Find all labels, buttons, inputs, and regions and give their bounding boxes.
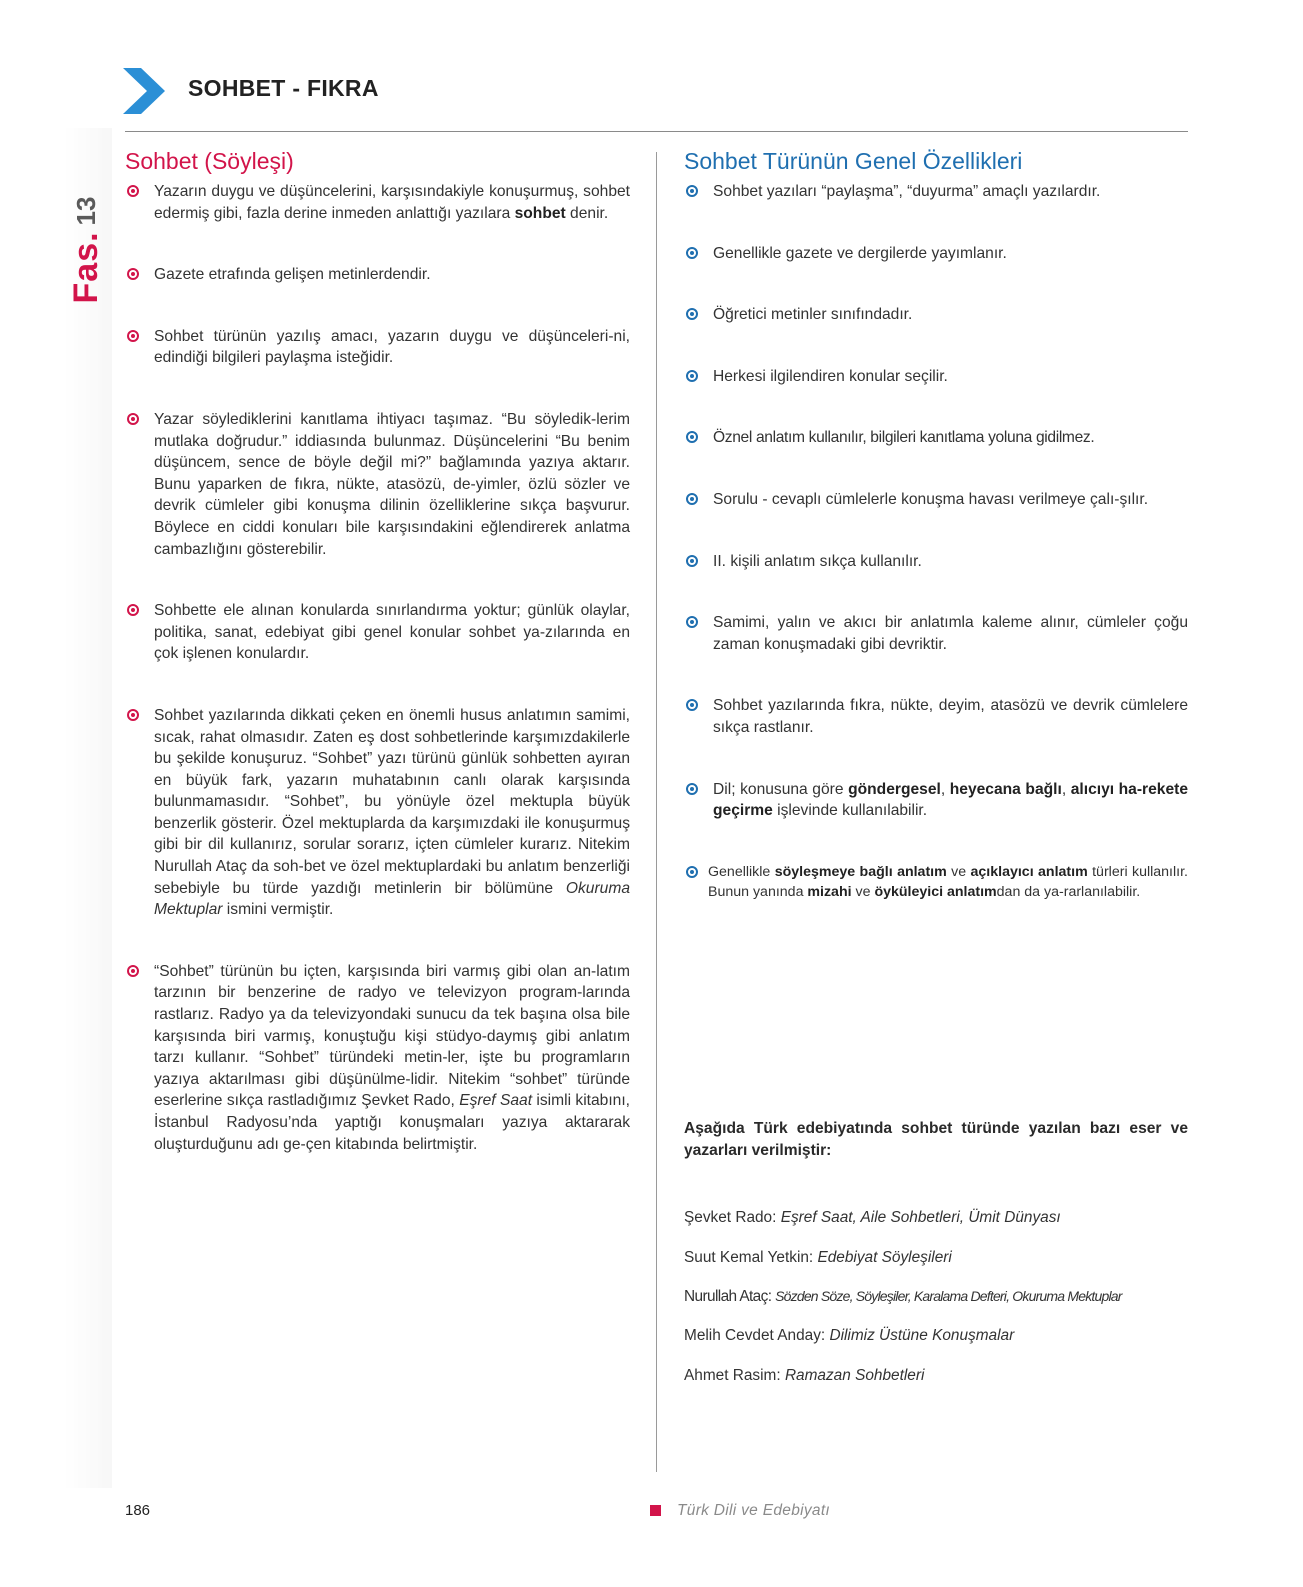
list-item bbox=[125, 961, 630, 1155]
list-item bbox=[684, 779, 1188, 822]
target-bullet-icon bbox=[686, 308, 698, 320]
list-item bbox=[684, 304, 1188, 326]
list-item bbox=[684, 366, 1188, 388]
list-item bbox=[684, 862, 1188, 903]
square-icon bbox=[650, 1505, 661, 1516]
left-column bbox=[125, 148, 630, 1155]
list-item bbox=[125, 705, 630, 921]
bullet-text: Herkesi ilgilendiren konular seçilir. bbox=[713, 367, 948, 385]
target-bullet-icon bbox=[686, 616, 698, 628]
book-title: Türk Dili ve Edebiyatı bbox=[677, 1502, 831, 1519]
target-bullet-icon bbox=[686, 185, 698, 197]
work-line: Şevket Rado: Eşref Saat, Aile Sohbetleri, Ümit Dünyası bbox=[684, 1209, 1061, 1226]
list-item bbox=[125, 600, 630, 665]
bullet-text: Yazarın duygu ve düşüncelerini, karşısındakiyle konuşurmuş, sohbet edermiş gibi, fazla derine inmeden anlattığı yazılara sohbet denir. bbox=[154, 183, 630, 222]
works-intro: Aşağıda Türk edebiyatında sohbet türünde yazılan bazı eser ve yazarları verilmiştir: bbox=[684, 1120, 1188, 1159]
bullet-text: Genellikle söyleşmeye bağlı anlatım ve açıklayıcı anlatım türleri kullanılır. Bunun yanında mizahi ve öyküleyici anlatımdan da ya-rarlanılabilir. bbox=[708, 863, 1188, 901]
bullet-text: Sorulu - cevaplı cümlelerle konuşma havası verilmeye çalı-şılır. bbox=[713, 490, 1149, 508]
bullet-text: Yazar söylediklerini kanıtlama ihtiyacı taşımaz. “Bu söyledik-lerim mutlaka doğrudur.” iddiasında bulunmaz. Düşüncelerini “Bu benim düşüncem, sence de böyle değil mi?” bağlamında yazıya aktarır. Bunu yaparken de fıkra, nükte, atasözü, de-yimler, özlü sözler ve devrik cümleler gibi konuşma dilinin özelliklerine sıkça başvurur. Böylece en ciddi konuları bile karşısındakini eğlendirerek anlatma cambazlığını gösterebilir. bbox=[154, 410, 630, 558]
bullet-text: Sohbet yazılarında fıkra, nükte, deyim, atasözü ve devrik cümlelere sıkça rastlanır. bbox=[713, 697, 1188, 736]
list-item bbox=[125, 409, 630, 560]
target-bullet-icon bbox=[127, 413, 139, 425]
page-title: SOHBET - FIKRA bbox=[188, 75, 379, 101]
target-bullet-icon bbox=[686, 493, 698, 505]
work-line: Nurullah Ataç: Sözden Söze, Söyleşiler, Karalama Defteri, Okuruma Mektuplar bbox=[684, 1288, 1122, 1305]
list-item bbox=[684, 181, 1188, 203]
target-bullet-icon bbox=[127, 268, 139, 280]
section-title-ozellikler: Sohbet Türünün Genel Özellikleri bbox=[684, 148, 1023, 174]
list-item bbox=[684, 695, 1188, 738]
fasikul-word: Fas. bbox=[66, 231, 105, 304]
bullet-text: Öznel anlatım kullanılır, bilgileri kanıtlama yoluna gidilmez. bbox=[713, 429, 1095, 447]
work-line: Melih Cevdet Anday: Dilimiz Üstüne Konuşmalar bbox=[684, 1327, 1015, 1344]
bullet-text: Gazete etrafında gelişen metinlerdendir. bbox=[154, 266, 431, 284]
work-line: Ahmet Rasim: Ramazan Sohbetleri bbox=[684, 1367, 925, 1384]
target-bullet-icon bbox=[686, 783, 698, 795]
bullet-text: Sohbet yazılarında dikkati çeken en önemli husus anlatımın samimi, sıcak, rahat olmasıdır. Zaten eş dost sohbetlerinde karşımızdakilerle bu şekilde konuşuruz. “Sohbet” yazı türünü günlük sohbetten ayıran en büyük fark, yazarın muhatabının canlı olarak karşısında bulunmamasıdır. “Sohbet”, bu yönüyle özel mektupla büyük benzerlik gösterir. Özel mektuplarda da karşımızdaki ile konuşurmuş gibi bir dil kullanırız, sorular sorarız, içten cümleler kurarız. Nitekim Nurullah Ataç da soh-bet ve özel mektuplardaki bu anlatım benzerliği sebebiyle bu türde yazdığı metinlerin bir bölümüne Okuruma Mektuplar ismini vermiştir. bbox=[154, 706, 630, 919]
target-bullet-icon bbox=[127, 185, 139, 197]
target-bullet-icon bbox=[127, 965, 139, 977]
list-item bbox=[684, 551, 1188, 573]
list-item bbox=[125, 264, 630, 286]
list-item bbox=[684, 489, 1188, 511]
section-title-sohbet: Sohbet (Söyleşi) bbox=[125, 148, 294, 174]
bullet-text: “Sohbet” türünün bu içten, karşısında biri varmış gibi olan an-latım tarzının bir benzerine de radyo ve televizyon program-larında rastlarız. Radyo ya da televizyondaki sunucu da tek başına olsa bile karşısında biri varmış, konuştuğu kişi stüdyo-daymış gibi anlatım tarzı kullanır. “Sohbet” türündeki metin-ler, işte bu programların yazıya aktarılması gibi düşünülme-lidir. Nitekim “sohbet” türünde eserlerine sıkça rastladığımız Şevket Rado, Eşref Saat isimli kitabını, İstanbul Radyosu’nda yaptığı konuşmaları yazıya aktararak oluşturduğunu adı ge-çen kitabında belirtmiştir. bbox=[154, 962, 631, 1153]
bullet-text: Dil; konusuna göre göndergesel, heyecana bağlı, alıcıyı ha-rekete geçirme işlevinde kullanılabilir. bbox=[713, 780, 1189, 820]
bullet-text: II. kişili anlatım sıkça kullanılır. bbox=[713, 552, 922, 570]
side-strip bbox=[64, 128, 112, 1488]
bullet-text: Sohbet yazıları “paylaşma”, “duyurma” amaçlı yazılardır. bbox=[713, 183, 1101, 200]
page-number: 186 bbox=[125, 1502, 151, 1519]
header-rule bbox=[125, 131, 1188, 132]
target-bullet-icon bbox=[127, 604, 139, 616]
target-bullet-icon bbox=[127, 330, 139, 342]
bullet-text: Sohbet türünün yazılış amacı, yazarın duygu ve düşünceleri-ni, edindiği bilgileri paylaşma isteğidir. bbox=[154, 327, 630, 367]
bullet-text: Samimi, yalın ve akıcı bir anlatımla kaleme alınır, cümleler çoğu zaman konuşmadaki gibi devriktir. bbox=[713, 614, 1188, 653]
target-bullet-icon bbox=[686, 555, 698, 567]
work-line: Suut Kemal Yetkin: Edebiyat Söyleşileri bbox=[684, 1249, 952, 1266]
target-bullet-icon bbox=[686, 247, 698, 259]
list-item bbox=[684, 243, 1188, 265]
right-column bbox=[684, 148, 1188, 903]
bullet-text: Sohbette ele alınan konularda sınırlandırma yoktur; günlük olaylar, politika, sanat, edebiyat gibi genel konular sohbet ya-zılarında en çok işlenen konulardır. bbox=[154, 602, 630, 663]
list-item bbox=[125, 326, 630, 369]
list-item bbox=[125, 181, 630, 224]
target-bullet-icon bbox=[686, 370, 698, 382]
fasikul-label bbox=[51, 196, 121, 304]
list-item bbox=[684, 612, 1188, 655]
target-bullet-icon bbox=[686, 866, 698, 878]
bullet-text: Genellikle gazete ve dergilerde yayımlanır. bbox=[713, 244, 1007, 262]
chevron-right-icon bbox=[123, 68, 165, 114]
list-item bbox=[684, 427, 1188, 449]
target-bullet-icon bbox=[127, 709, 139, 721]
target-bullet-icon bbox=[686, 431, 698, 443]
bullet-text: Öğretici metinler sınıfındadır. bbox=[713, 306, 913, 324]
target-bullet-icon bbox=[686, 699, 698, 711]
fasikul-number: 13 bbox=[70, 196, 101, 226]
column-divider bbox=[656, 152, 657, 1472]
